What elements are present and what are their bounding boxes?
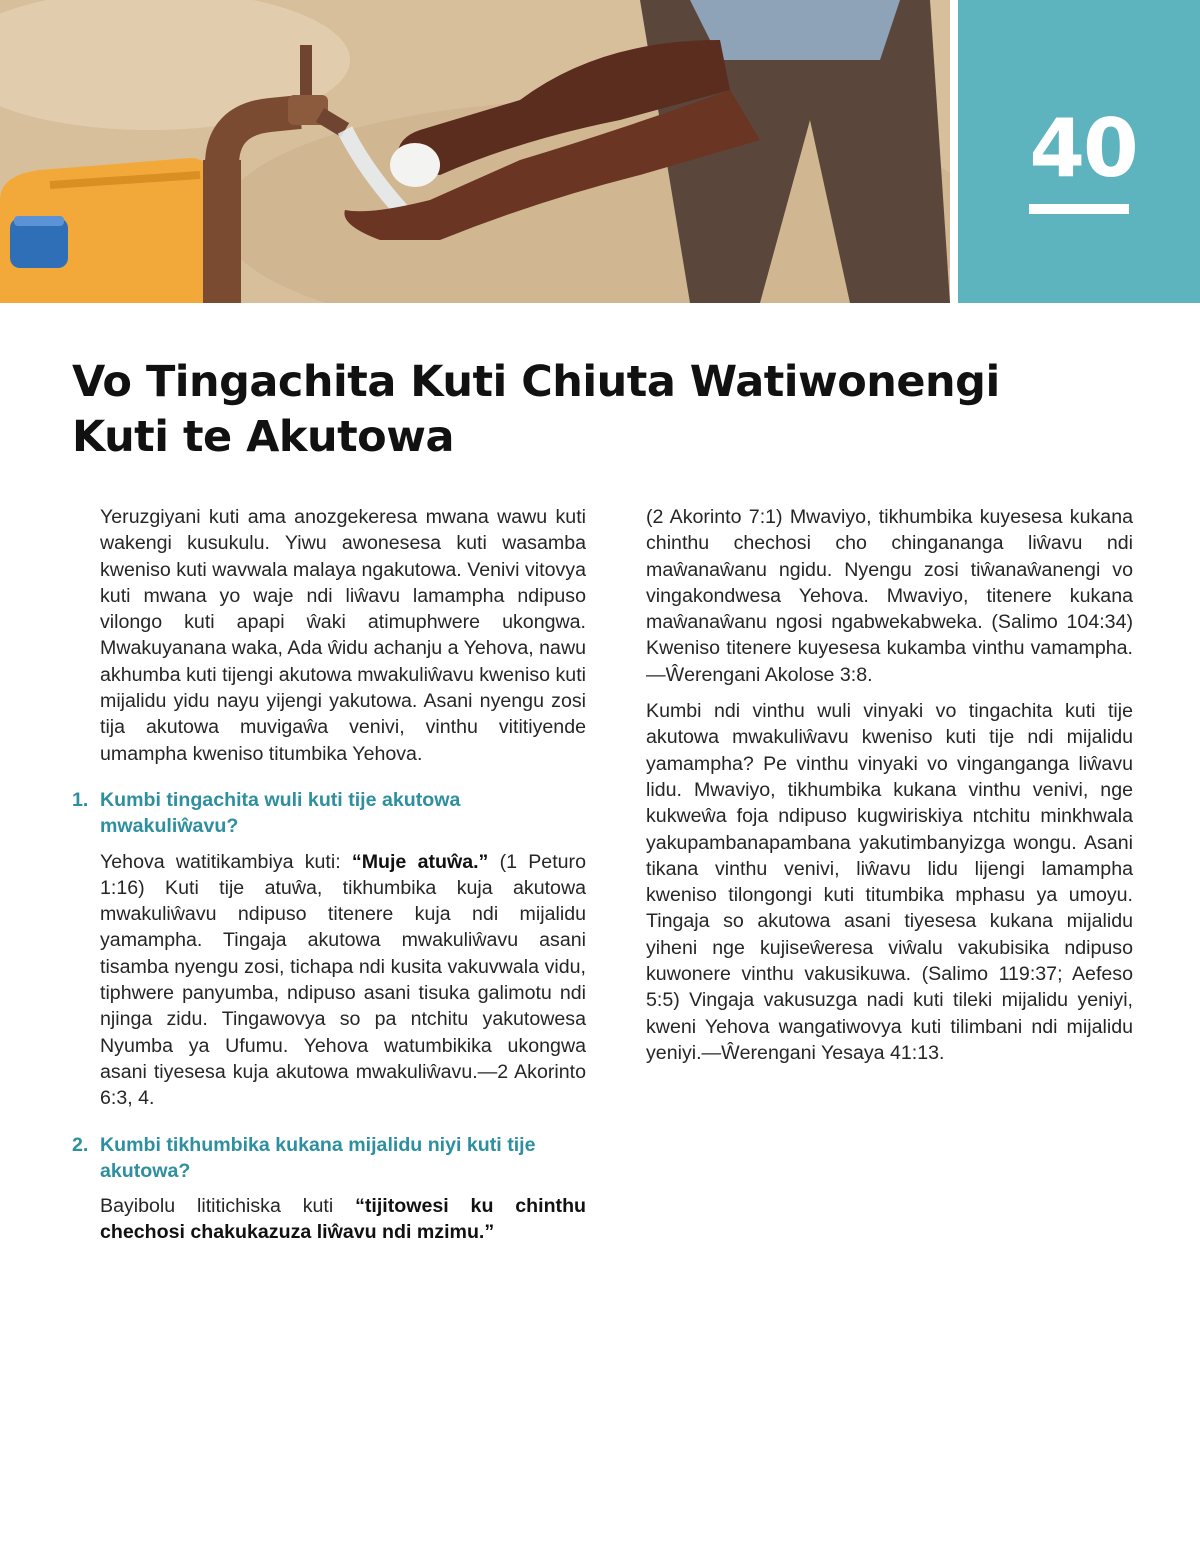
answer-2-paragraph-2: Kumbi ndi vinthu wuli vinyaki vo tingachita kuti tije akutowa mwakuliŵavu kweniso kuti tije ndi mijalidu yamampha? Pe vinthu vinyaki vo vinganganga liŵavu lidu. Mwaviyo, tikhumbika kukana vinthu venivi, nge kukweŵa foja ndipuso kugwiriskiya ntchitu minkhwala yakupambanapambana yakutimbanyizga wongu. Asani tikana vinthu venivi, liŵavu lidu lijengi lamampha kweniso tilongongi kuti titumbika mphasu ya umoyu. Tingaja so akutowa asani tiyesesa kukana mijalidu yiheni nge kujiseŵeresa viŵalu vakubisika ndipuso kuwonere vinthu vakusikuwa. (Salimo 119:37; Aefeso 5:5) Vingaja vakusuzga nadi kuti tileki mijalidu yeniyi, kweni Yehova wangatiwovya kuti tilimbani ndi mijalidu yeniyi.—Ŵerengani Yesaya 41:13.: [646, 700, 1133, 1064]
intro-paragraph: Yeruzgiyani kuti ama anozgekeresa mwana wawu kuti wakengi kusukulu. Yiwu awonesesa kuti wasamba kweniso kuti wavwala malaya ngakutowa. Venivi vitovya kuti mwana yo waje ndi liŵavu lamampha ndipuso vilongo kuti apapi ŵaki atimuphwere ukongwa. Mwakuyanana waka, Ada ŵidu achanju a Yehova, nawu akhumba kuti tijengi akutowa mwakuliŵavu kweniso kuti mijalidu yidu nayu yijengi yakutowa. Asani nyengu zosi tija akutowa muvigaŵa venivi, vinthu vititiyende umampha kweniso titumbika Yehova.: [100, 506, 586, 765]
header-photo: [0, 0, 950, 303]
answer-1-body: (1 Peturo 1:16) Kuti tije atuŵa, tikhumbika kuja akutowa mwakuliŵavu ndipuso titenere kuja ndi mijalidu yamampha. Tingaja akutowa mwakuliŵavu asani tisamba nyengu zosi, tichapa ndi kusita vakuvwala vidu, tiphwere panyumba, ndipuso asani tisuka galimotu ndi njinga zidu. Tingawovya so pa ntchitu yakutowesa Nyumba ya Ufumu. Yehova watumbikika ukongwa asani tiyesesa kuja akutowa mwakuliŵavu.—2 Akorinto 6:3, 4.: [100, 850, 586, 1110]
right-column: [646, 504, 1133, 1076]
answer-1: [72, 849, 586, 1112]
answer-2-intro: Bayibolu lititichiska kuti: [100, 1195, 356, 1218]
question-2-number: 2.: [72, 1133, 89, 1156]
hand-washing-illustration: [0, 0, 950, 303]
answer-2-continued: (2 Akorinto 7:1) Mwaviyo, tikhumbika kuyesesa kukana chinthu chechosi cho chingananga liŵavu ndi maŵanaŵanu ngidu. Nyengu zosi tiŵanaŵanengi vo vingakondwesa Yehova. Mwaviyo, titenere kukana maŵanaŵanu ngosi ngabwekabweka. (Salimo 104:34) Kweniso titenere kuyesesa kukamba vinthu vamampha.—Ŵerengani Akolose 3:8.: [646, 506, 1133, 686]
question-2: [72, 1132, 586, 1185]
answer-2: [72, 1193, 586, 1246]
question-2-text: Kumbi tikhumbika kukana mijalidu niyi kuti tije akutowa?: [100, 1133, 536, 1182]
lesson-number: 40: [1029, 102, 1137, 195]
question-1-text: Kumbi tingachita wuli kuti tije akutowa mwakuliŵavu?: [100, 788, 461, 838]
answer-2-quote: “tijitowesi ku chinthu chechosi chakukazuza liŵavu ndi mzimu.”: [100, 1195, 587, 1244]
answer-1-intro: Yehova watitikambiya kuti:: [100, 850, 352, 873]
lesson-number-panel: [958, 0, 1200, 303]
question-1-number: 1.: [72, 788, 89, 811]
question-1: [72, 787, 586, 840]
left-column: [72, 504, 586, 1266]
answer-1-quote: “Muje atuŵa.”: [351, 850, 489, 873]
page-title: Vo Tingachita Kuti Chiuta Watiwonengi Kuti te Akutowa: [72, 357, 1000, 462]
lesson-number-underline: [1029, 204, 1129, 214]
